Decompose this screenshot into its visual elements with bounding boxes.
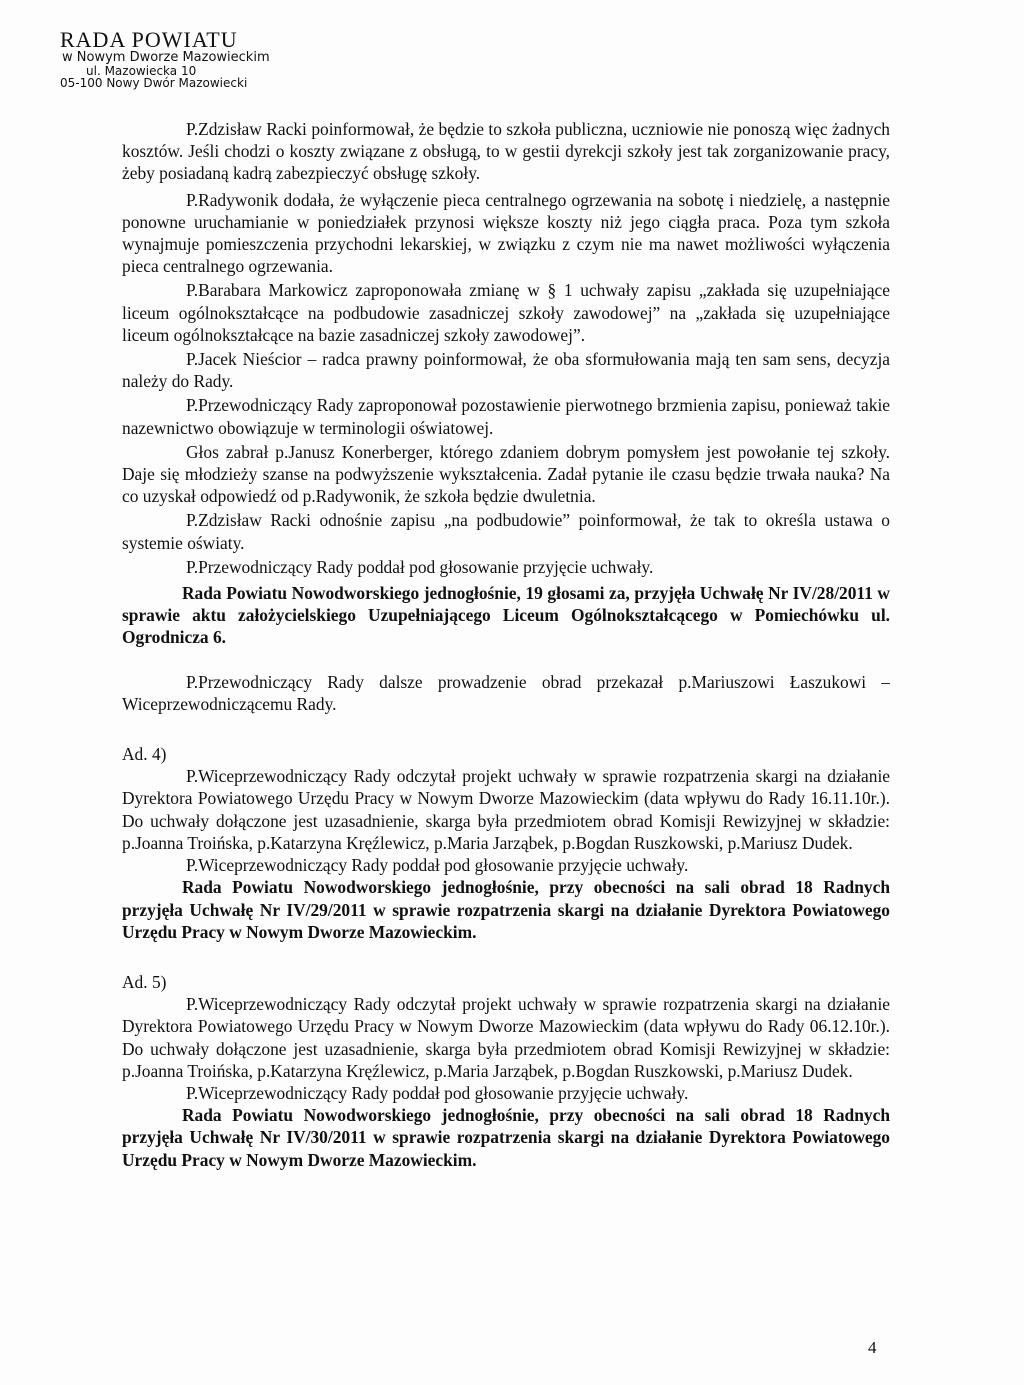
document-body bbox=[122, 118, 890, 1171]
letterhead-line-3: 05-100 Nowy Dwór Mazowiecki bbox=[60, 76, 248, 91]
paragraph: P.Przewodniczący Rady poddał pod głosowanie przyjęcie uchwały. bbox=[186, 556, 654, 577]
letterhead-line-2: ul. Mazowiecka 10 bbox=[86, 63, 197, 78]
resolution-statement: Rada Powiatu Nowodworskiego jednogłośnie, 19 głosami za, przyjęła Uchwałę Nr IV/28/2011 w sprawie aktu założycielskiego Uzupełniającego Liceum Ogólnokształcącego w Pomiechówku ul. Ogrodnicza 6. bbox=[122, 583, 890, 648]
paragraph: P.Wiceprzewodniczący Rady poddał pod głosowanie przyjęcie uchwały. bbox=[186, 855, 689, 876]
letterhead-line-1: w Nowym Dworze Mazowieckim bbox=[62, 50, 270, 66]
paragraph: P.Zdzisław Racki poinformował, że będzie to szkoła publiczna, uczniowie nie ponoszą więc żadnych kosztów. Jeśli chodzi o koszty związane z obsługą, to w gestii dyrekcji szkoły jest tak zorganizowanie pracy, żeby posiadaną kadrą zabezpieczyć obsługę szkoły. bbox=[122, 119, 890, 184]
paragraph: P.Wiceprzewodniczący Rady odczytał projekt uchwały w sprawie rozpatrzenia skargi na działanie Dyrektora Powiatowego Urzędu Pracy w Nowym Dworze Mazowieckim (data wpływu do Rady 06.12.10r.). Do uchwały dołączone jest uzasadnienie, skarga była przedmiotem obrad Komisji Rewizyjnej w składzie: p.Joanna Troińska, p.Katarzyna Kręźlewicz, p.Maria Jarząbek, p.Bogdan Ruszkowski, p.Mariusz Dudek. bbox=[122, 994, 890, 1081]
paragraph: P.Wiceprzewodniczący Rady poddał pod głosowanie przyjęcie uchwały. bbox=[186, 1082, 689, 1103]
page-number: 4 bbox=[868, 1338, 877, 1357]
paragraph: P.Przewodniczący Rady zaproponował pozostawienie pierwotnego brzmienia zapisu, ponieważ takie nazewnictwo obowiązuje w terminologii oświatowej. bbox=[122, 395, 890, 438]
paragraph: P.Jacek Nieścior – radca prawny poinformował, że oba sformułowania mają ten sam sens, decyzja należy do Rady. bbox=[122, 349, 890, 392]
letterhead-stamp bbox=[60, 28, 270, 90]
letterhead-title: RADA POWIATU bbox=[60, 27, 238, 52]
paragraph: Głos zabrał p.Janusz Konerberger, którego zdaniem dobrym pomysłem jest powołanie tej szkoły. Daje się młodzieży szanse na podwyższenie wykształcenia. Zadał pytanie ile czasu będzie trwała nauka? Na co uzyskał odpowiedź od p.Radywonik, że szkoła będzie dwuletnia. bbox=[122, 441, 890, 507]
paragraph: P.Zdzisław Racki odnośnie zapisu „na podbudowie” poinformował, że tak to określa ustawa o systemie oświaty. bbox=[122, 510, 890, 553]
paragraph: P.Wiceprzewodniczący Rady odczytał projekt uchwały w sprawie rozpatrzenia skargi na działanie Dyrektora Powiatowego Urzędu Pracy w Nowym Dworze Mazowieckim (data wpływu do Rady 16.11.10r.). Do uchwały dołączone jest uzasadnienie, skarga była przedmiotem obrad Komisji Rewizyjnej w składzie: p.Joanna Troińska, p.Katarzyna Kręźlewicz, p.Maria Jarząbek, p.Bogdan Ruszkowski, p.Mariusz Dudek. bbox=[122, 766, 890, 853]
agenda-item-heading: Ad. 5) bbox=[122, 971, 167, 992]
agenda-item-heading: Ad. 4) bbox=[122, 744, 167, 765]
paragraph: P.Przewodniczący Rady dalsze prowadzenie obrad przekazał p.Mariuszowi Łaszukowi – Wiceprzewodniczącemu Rady. bbox=[122, 671, 890, 714]
paragraph: P.Barabara Markowicz zaproponowała zmianę w § 1 uchwały zapisu „zakłada się uzupełniające liceum ogólnokształcące na podbudowie zasadniczej szkoły zawodowej” na „zakłada się uzupełniające liceum ogólnokształcące na bazie zasadniczej szkoły zawodowej”. bbox=[122, 280, 890, 345]
resolution-statement: Rada Powiatu Nowodworskiego jednogłośnie, przy obecności na sali obrad 18 Radnych przyjęła Uchwałę Nr IV/29/2011 w sprawie rozpatrzenia skargi na działanie Dyrektora Powiatowego Urzędu Pracy w Nowym Dworze Mazowieckim. bbox=[122, 877, 890, 942]
resolution-statement: Rada Powiatu Nowodworskiego jednogłośnie, przy obecności na sali obrad 18 Radnych przyjęła Uchwałę Nr IV/30/2011 w sprawie rozpatrzenia skargi na działanie Dyrektora Powiatowego Urzędu Pracy w Nowym Dworze Mazowieckim. bbox=[122, 1105, 890, 1170]
paragraph: P.Radywonik dodała, że wyłączenie pieca centralnego ogrzewania na sobotę i niedzielę, a następnie ponowne uruchamianie w poniedziałek przynosi większe koszty niż jego ciągła praca. Poza tym szkoła wynajmuje pomieszczenia przychodni lekarskiej, w związku z czym nie ma nawet możliwości wyłączenia pieca centralnego ogrzewania. bbox=[122, 189, 890, 277]
